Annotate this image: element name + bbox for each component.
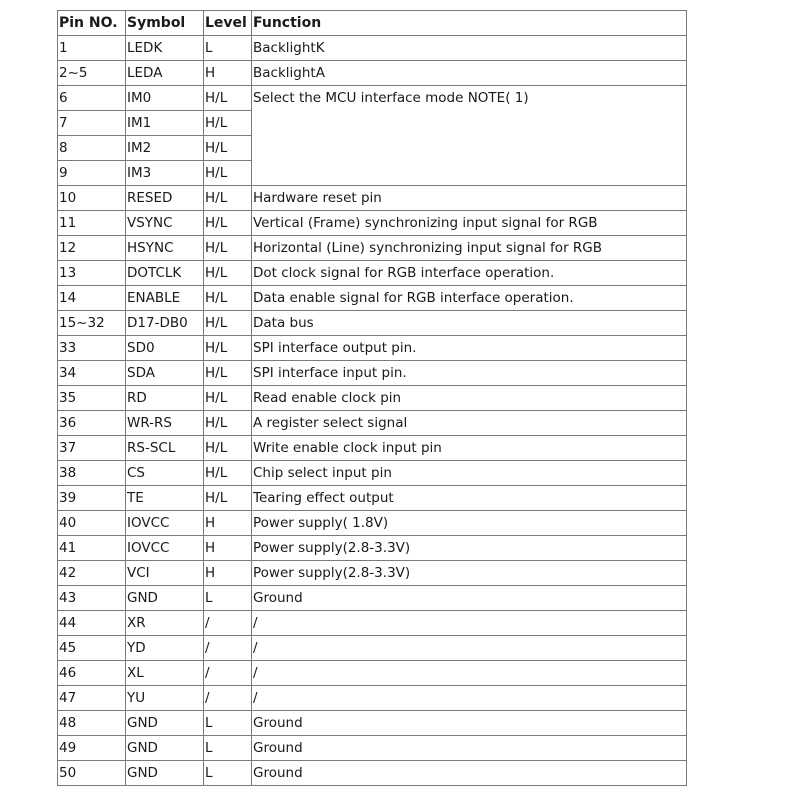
pin-number-cell: 42 bbox=[58, 561, 126, 586]
symbol-cell: IM1 bbox=[126, 111, 204, 136]
symbol-cell: IM0 bbox=[126, 86, 204, 111]
pin-number-cell: 44 bbox=[58, 611, 126, 636]
pin-number-cell: 43 bbox=[58, 586, 126, 611]
level-cell: L bbox=[204, 36, 252, 61]
pin-number-cell: 36 bbox=[58, 411, 126, 436]
pin-number-cell: 40 bbox=[58, 511, 126, 536]
header-pin-no: Pin NO. bbox=[58, 11, 126, 36]
table-body bbox=[58, 36, 687, 786]
level-cell: / bbox=[204, 636, 252, 661]
function-cell: / bbox=[252, 661, 687, 686]
symbol-cell: LEDK bbox=[126, 36, 204, 61]
function-cell: Select the MCU interface mode NOTE( 1) bbox=[252, 86, 687, 186]
symbol-cell: HSYNC bbox=[126, 236, 204, 261]
table-row bbox=[58, 761, 687, 786]
function-cell: SPI interface input pin. bbox=[252, 361, 687, 386]
table-row bbox=[58, 686, 687, 711]
function-cell: / bbox=[252, 686, 687, 711]
table-row bbox=[58, 36, 687, 61]
symbol-cell: IOVCC bbox=[126, 511, 204, 536]
pin-number-cell: 48 bbox=[58, 711, 126, 736]
level-cell: H/L bbox=[204, 436, 252, 461]
table-row bbox=[58, 511, 687, 536]
function-cell: Read enable clock pin bbox=[252, 386, 687, 411]
table-row bbox=[58, 261, 687, 286]
symbol-cell: DOTCLK bbox=[126, 261, 204, 286]
level-cell: L bbox=[204, 736, 252, 761]
level-cell: H/L bbox=[204, 411, 252, 436]
pin-definition-table bbox=[57, 10, 687, 786]
symbol-cell: YU bbox=[126, 686, 204, 711]
table-row bbox=[58, 386, 687, 411]
pin-number-cell: 33 bbox=[58, 336, 126, 361]
level-cell: H/L bbox=[204, 111, 252, 136]
symbol-cell: D17-DB0 bbox=[126, 311, 204, 336]
function-cell: Power supply(2.8-3.3V) bbox=[252, 536, 687, 561]
function-cell: Tearing effect output bbox=[252, 486, 687, 511]
symbol-cell: GND bbox=[126, 586, 204, 611]
header-symbol: Symbol bbox=[126, 11, 204, 36]
level-cell: H/L bbox=[204, 236, 252, 261]
level-cell: H/L bbox=[204, 361, 252, 386]
function-cell: Vertical (Frame) synchronizing input signal for RGB bbox=[252, 211, 687, 236]
table-row bbox=[58, 636, 687, 661]
symbol-cell: IM2 bbox=[126, 136, 204, 161]
level-cell: L bbox=[204, 586, 252, 611]
pin-number-cell: 15~32 bbox=[58, 311, 126, 336]
level-cell: H/L bbox=[204, 86, 252, 111]
function-cell: Horizontal (Line) synchronizing input signal for RGB bbox=[252, 236, 687, 261]
symbol-cell: IOVCC bbox=[126, 536, 204, 561]
table-row bbox=[58, 86, 687, 111]
table-row bbox=[58, 311, 687, 336]
table-row bbox=[58, 361, 687, 386]
function-cell: Data enable signal for RGB interface operation. bbox=[252, 286, 687, 311]
level-cell: H bbox=[204, 61, 252, 86]
function-cell: Data bus bbox=[252, 311, 687, 336]
level-cell: H/L bbox=[204, 161, 252, 186]
function-cell: A register select signal bbox=[252, 411, 687, 436]
pin-number-cell: 6 bbox=[58, 86, 126, 111]
symbol-cell: YD bbox=[126, 636, 204, 661]
pin-number-cell: 41 bbox=[58, 536, 126, 561]
function-cell: SPI interface output pin. bbox=[252, 336, 687, 361]
level-cell: H/L bbox=[204, 186, 252, 211]
pin-number-cell: 10 bbox=[58, 186, 126, 211]
pin-number-cell: 11 bbox=[58, 211, 126, 236]
level-cell: / bbox=[204, 686, 252, 711]
pin-number-cell: 1 bbox=[58, 36, 126, 61]
pin-number-cell: 46 bbox=[58, 661, 126, 686]
level-cell: / bbox=[204, 611, 252, 636]
symbol-cell: WR-RS bbox=[126, 411, 204, 436]
pin-number-cell: 37 bbox=[58, 436, 126, 461]
symbol-cell: XL bbox=[126, 661, 204, 686]
pin-number-cell: 13 bbox=[58, 261, 126, 286]
pin-number-cell: 38 bbox=[58, 461, 126, 486]
table-row bbox=[58, 436, 687, 461]
table-row bbox=[58, 586, 687, 611]
function-cell: Power supply(2.8-3.3V) bbox=[252, 561, 687, 586]
pin-number-cell: 34 bbox=[58, 361, 126, 386]
function-cell: Write enable clock input pin bbox=[252, 436, 687, 461]
symbol-cell: RESED bbox=[126, 186, 204, 211]
symbol-cell: RD bbox=[126, 386, 204, 411]
pin-number-cell: 49 bbox=[58, 736, 126, 761]
header-row bbox=[58, 11, 687, 36]
symbol-cell: XR bbox=[126, 611, 204, 636]
pin-number-cell: 7 bbox=[58, 111, 126, 136]
symbol-cell: IM3 bbox=[126, 161, 204, 186]
header-function: Function bbox=[252, 11, 687, 36]
function-cell: Ground bbox=[252, 586, 687, 611]
function-cell: / bbox=[252, 611, 687, 636]
function-cell: Ground bbox=[252, 761, 687, 786]
table-row bbox=[58, 711, 687, 736]
pin-number-cell: 50 bbox=[58, 761, 126, 786]
function-cell: Dot clock signal for RGB interface operation. bbox=[252, 261, 687, 286]
symbol-cell: GND bbox=[126, 711, 204, 736]
symbol-cell: TE bbox=[126, 486, 204, 511]
level-cell: H/L bbox=[204, 386, 252, 411]
table-row bbox=[58, 61, 687, 86]
level-cell: H/L bbox=[204, 336, 252, 361]
symbol-cell: CS bbox=[126, 461, 204, 486]
table-row bbox=[58, 486, 687, 511]
symbol-cell: SD0 bbox=[126, 336, 204, 361]
level-cell: H bbox=[204, 536, 252, 561]
function-cell: BacklightA bbox=[252, 61, 687, 86]
table-row bbox=[58, 186, 687, 211]
table-row bbox=[58, 411, 687, 436]
function-cell: Chip select input pin bbox=[252, 461, 687, 486]
level-cell: L bbox=[204, 711, 252, 736]
level-cell: H/L bbox=[204, 261, 252, 286]
table-row bbox=[58, 736, 687, 761]
pin-number-cell: 9 bbox=[58, 161, 126, 186]
level-cell: H/L bbox=[204, 211, 252, 236]
table-header bbox=[58, 11, 687, 36]
level-cell: H/L bbox=[204, 286, 252, 311]
pin-number-cell: 12 bbox=[58, 236, 126, 261]
symbol-cell: GND bbox=[126, 736, 204, 761]
table-row bbox=[58, 336, 687, 361]
table-row bbox=[58, 461, 687, 486]
symbol-cell: SDA bbox=[126, 361, 204, 386]
table-row bbox=[58, 236, 687, 261]
table-row bbox=[58, 561, 687, 586]
table-row bbox=[58, 611, 687, 636]
level-cell: H/L bbox=[204, 311, 252, 336]
function-cell: Power supply( 1.8V) bbox=[252, 511, 687, 536]
symbol-cell: VSYNC bbox=[126, 211, 204, 236]
level-cell: / bbox=[204, 661, 252, 686]
table-row bbox=[58, 661, 687, 686]
table-row bbox=[58, 286, 687, 311]
header-level: Level bbox=[204, 11, 252, 36]
pin-number-cell: 39 bbox=[58, 486, 126, 511]
table-row bbox=[58, 211, 687, 236]
pin-number-cell: 47 bbox=[58, 686, 126, 711]
function-cell: BacklightK bbox=[252, 36, 687, 61]
symbol-cell: ENABLE bbox=[126, 286, 204, 311]
pin-number-cell: 35 bbox=[58, 386, 126, 411]
symbol-cell: RS-SCL bbox=[126, 436, 204, 461]
level-cell: H/L bbox=[204, 136, 252, 161]
symbol-cell: LEDA bbox=[126, 61, 204, 86]
table-row bbox=[58, 536, 687, 561]
level-cell: H/L bbox=[204, 461, 252, 486]
function-cell: Ground bbox=[252, 711, 687, 736]
level-cell: H/L bbox=[204, 486, 252, 511]
pin-number-cell: 45 bbox=[58, 636, 126, 661]
level-cell: H bbox=[204, 561, 252, 586]
function-cell: / bbox=[252, 636, 687, 661]
pin-number-cell: 14 bbox=[58, 286, 126, 311]
function-cell: Ground bbox=[252, 736, 687, 761]
pin-number-cell: 8 bbox=[58, 136, 126, 161]
level-cell: H bbox=[204, 511, 252, 536]
function-cell: Hardware reset pin bbox=[252, 186, 687, 211]
symbol-cell: VCI bbox=[126, 561, 204, 586]
level-cell: L bbox=[204, 761, 252, 786]
pin-number-cell: 2~5 bbox=[58, 61, 126, 86]
symbol-cell: GND bbox=[126, 761, 204, 786]
